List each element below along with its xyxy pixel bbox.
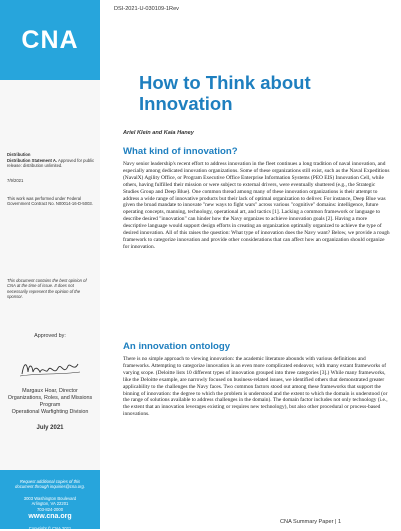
address-line2: Arlington, VA 22201 [31,501,69,507]
copyright: Copyright © CNA 2021 [28,526,72,531]
request-line1: Request additional copies of this [19,479,81,484]
title-line2: Innovation [139,93,233,114]
section1-body: Navy senior leadership's recent effort to address innovation in the fleet continues a long tradition of naval innovation, and especially among dedicated innovation organizations. Some of these organizations still exist, such as the Naval Expeditions (NavalX) Agility Office, or Program Executive Office Enterprise Information Systems (PEO EIS) Innovation Cell, while others, having fulfilled their mission or were subject to external drivers, were eventually shuttered (e.g., the Strategic Studies Group and Deep Blue). One common thread among many of these innovation organizations is their attempt to address a wide range of innovative products but their lack of optimal organization to deliver. For instance, Deep Blue was given the broad mandate to innovate "new ways to fight wars" across various "cognitive" domains: intelligence, future operating concepts, manning, technology, operational art, and tactics [1]. Lacking a common framework or language to describe desired "innovation" can hinder how the Navy organizes to achieve innovation goals [2]. Having a more descriptive language would support design efforts in creating an organization optimally organized to achieve the type of desired innovation. All of this raises the question: What type of innovation does the Navy want? Below, we provide a rough framework to categorize innovation and provide other considerations that can affect how an organization should organize for innovation. [123,161,390,250]
section2-heading: An innovation ontology [123,341,231,352]
section1-heading: What kind of innovation? [123,146,238,157]
approver-org-line1: Organizations, Roles, and Missions [7,395,93,401]
request-line2: document through inquiries@cna.org. [15,484,85,490]
disclaimer: This document contains the best opinion of CNA at the time of issue. It does not necessarily represent the opinion of the sponsor. [7,278,87,300]
contract-text: This work was performed under Federal Government Contract No. N00014-16-D-5003. [7,196,93,207]
website-link[interactable]: www.cna.org [28,513,72,521]
distribution-statement: Distribution Statement A. Approved for public release: distribution unlimited. [7,158,95,169]
distribution-heading: Distribution [7,152,31,157]
approved-by-label: Approved by: [34,333,66,339]
page-title [139,72,389,114]
approver-org-line2: Program [39,402,61,408]
approval-date: July 2021 [36,425,64,431]
signature-image [18,358,82,380]
section2-body: There is no simple approach to viewing innovation: the academic literature abounds with various definitions and frameworks. Attempting to categorize innovation is an even more complicated endeavor, with many extant frameworks of varying scope. (Deloitte lists 10 different types of innovation grouped into three categories [3].) While many frameworks, like the Deloitte example, are narrowly focused on business-related issues, we identified others that demonstrated greater applicability to the challenges the Navy faces. Two common factors stood out among these frameworks that support the binning of innovation: the degree to which the problem is understood and the extent to which the domain is understood (or the range of solutions available to address challenges in the domain). The domain factor includes not only technology (i.e., the extent that an innovation leverages existing or requires new technology), but also other procedural or process-based innovations. [123,356,388,418]
contact-panel [0,470,100,529]
address-line1: 3003 Washington Boulevard [23,495,77,501]
distribution-date: 7/9/2021 [7,178,24,183]
document-id: DSI-2021-U-030109-1Rev [114,6,179,12]
logo-text: CNA [21,25,79,54]
authors: Ariel Klein and Kaia Haney [123,130,194,136]
title-line1: How to Think about [139,72,311,93]
page-footer: CNA Summary Paper | 1 [280,519,342,525]
cna-logo [0,0,100,80]
approver-name: Margaux Hoar, Director [22,388,78,394]
approver-division: Operational Warfighting Division [11,409,89,415]
phone: 703-824-2000 [36,506,64,512]
